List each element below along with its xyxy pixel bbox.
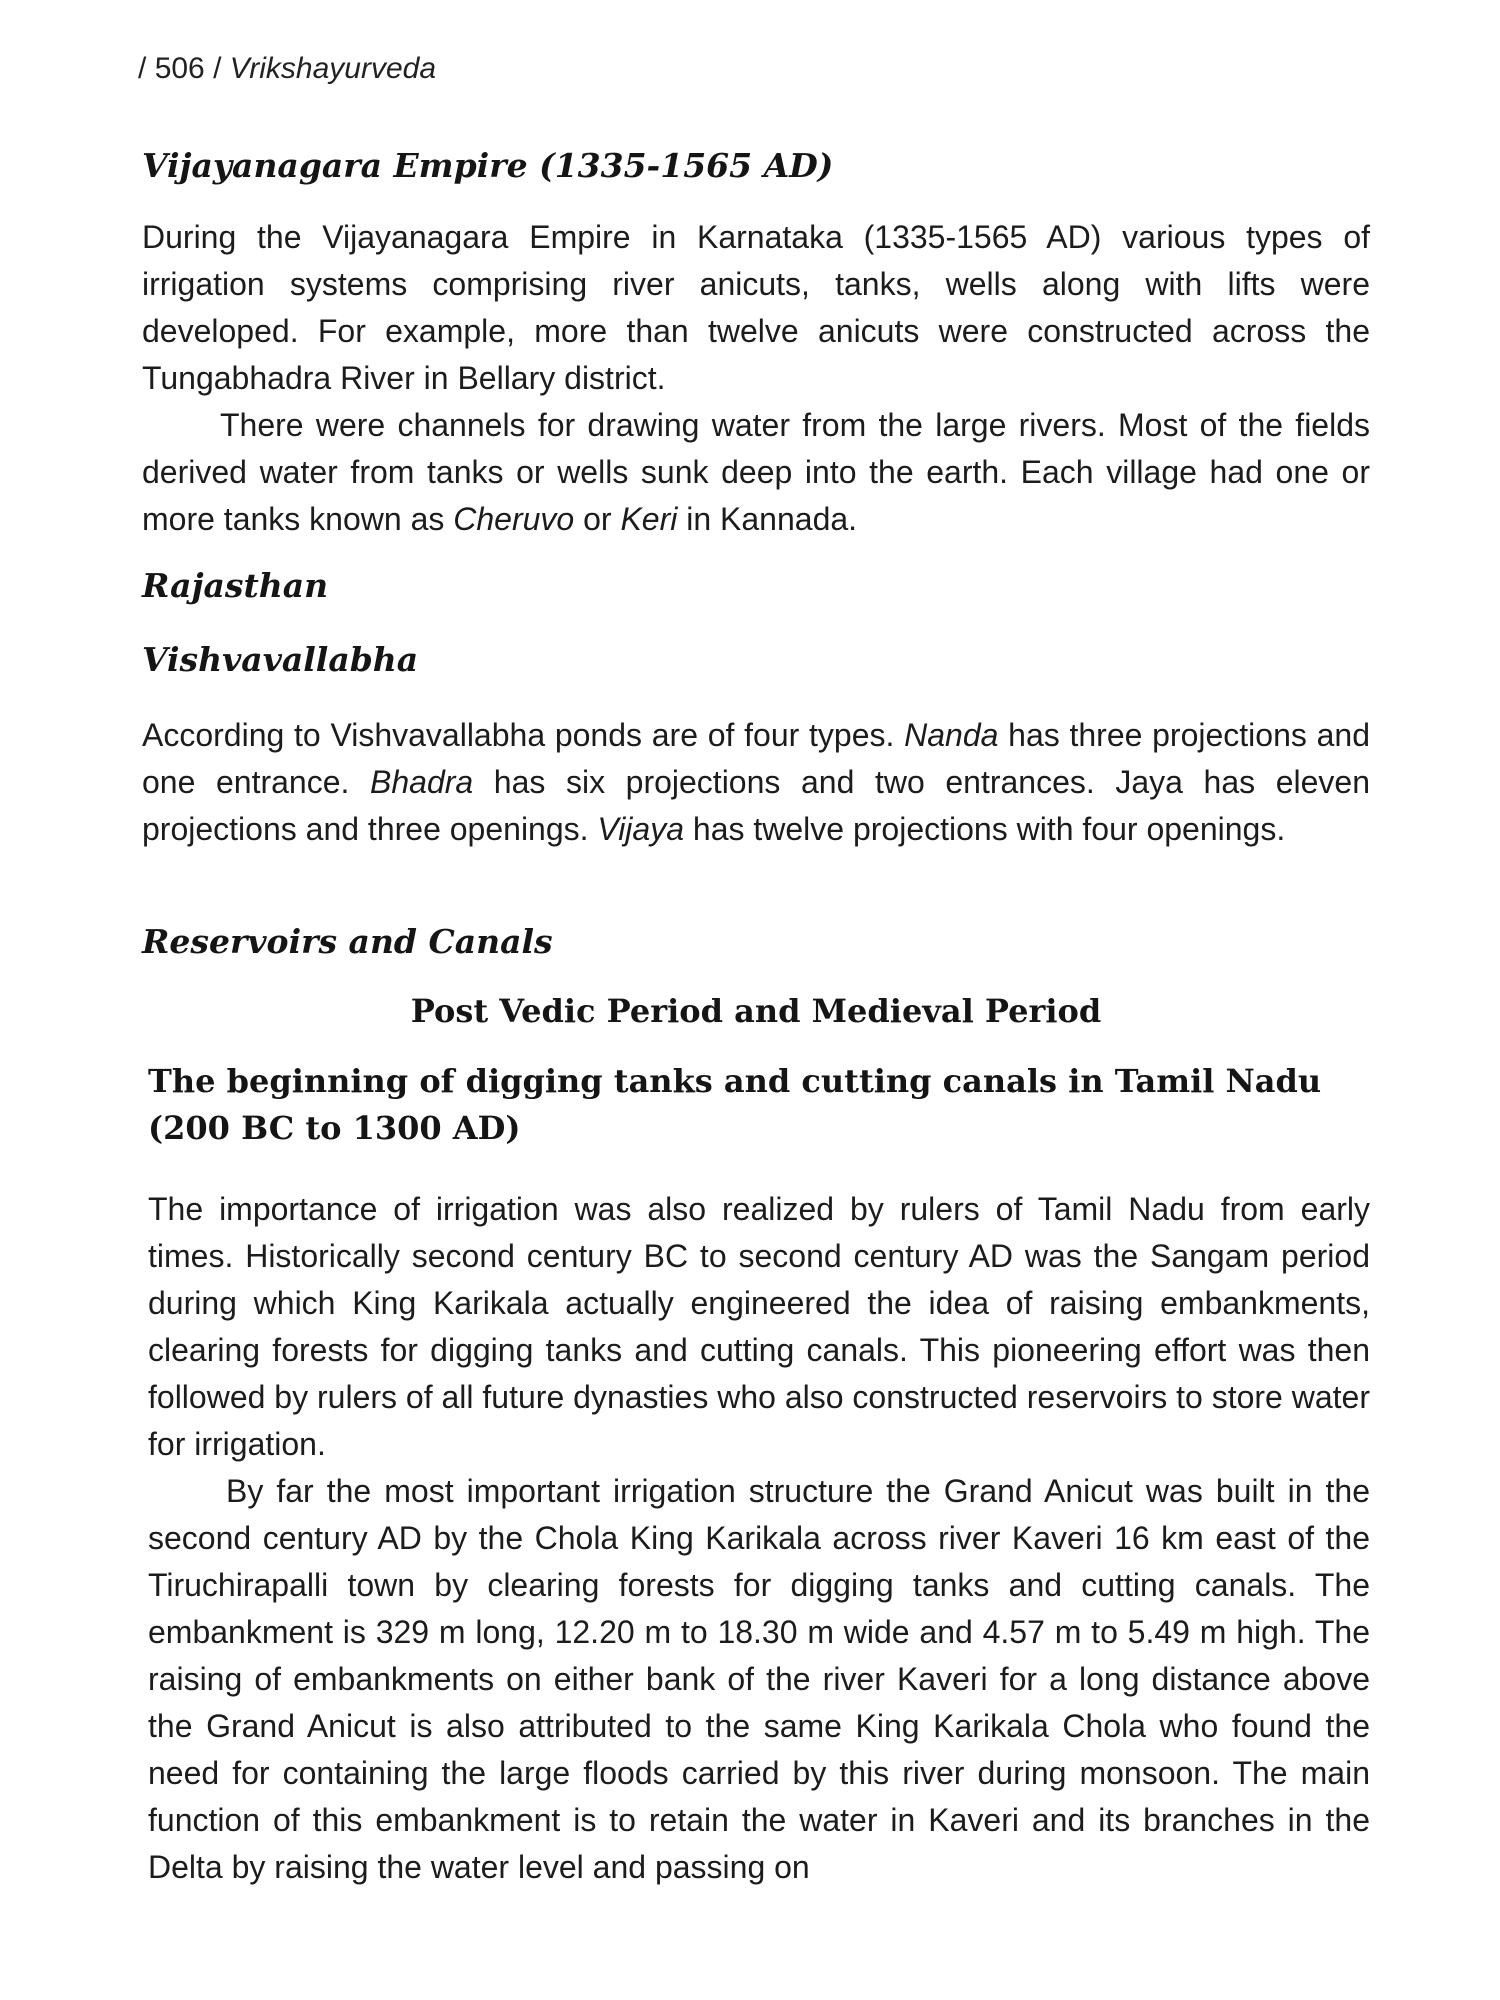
text-run: There were channels for drawing water from the large rivers. Most of the fields derived water from tanks or wells sunk deep into the earth. Each village had one or more tanks known as [142,407,1370,537]
term-bhadra: Bhadra [370,764,474,800]
term-nanda: Nanda [904,717,999,753]
running-head-separator: / [213,52,222,85]
page-number: 506 [154,52,205,85]
text-run: in Kannada. [677,501,858,537]
term-keri: Keri [620,501,678,537]
text-run: By far the most important irrigation structure the Grand Anicut was built in the second century AD by the Chola King Karikala across river Kaveri 16 km east of the Tiruchirapalli town by clearing forests for digging tanks and cutting canals. The embankment is 329 m long, 12.20 m to 18.30 m wide and 4.57 m to 5.49 m high. The raising of embankments on either bank of the river Kaveri for a long distance above the Grand Anicut is also attributed to the same King Karikala Chola who found the need for containing the large floods carried by this river during monsoon. The main function of this embankment is to retain the water in Kaveri and its branches in the Delta by raising the water level and passing on [148,1473,1370,1885]
paragraph-vijayanagara-irrigation: During the Vijayanagara Empire in Karnataka (1335-1565 AD) various types of irrigation systems comprising river anicuts, tanks, wells along with lifts were developed. For example, more than twelve anicuts were constructed across the Tungabhadra River in Bellary district. [142,219,1370,396]
paragraph-vishvavallabha-ponds [142,712,1370,853]
text-run: According to Vishvavallabha ponds are of four types. [142,717,905,753]
heading-vishvavallabha: Vishvavallabha [142,640,419,679]
paragraph-tamil-nadu-irrigation: The importance of irrigation was also realized by rulers of Tamil Nadu from early times. Historically second century BC to second century AD was the Sangam period during which King Karikala actually engineered the idea of raising embankments, clearing forests for digging tanks and cutting canals. This pioneering effort was then followed by rulers of all future dynasties who also constructed reservoirs to store water for irrigation. [148,1191,1370,1462]
paragraph-vijayanagara-tanks [142,402,1370,543]
book-title: Vrikshayurveda [229,52,437,85]
heading-reservoirs-and-canals: Reservoirs and Canals [142,922,553,961]
heading-tamil-nadu-tanks-canals: The beginning of digging tanks and cutting canals in Tamil Nadu (200 BC to 1300 AD) [148,1062,1322,1147]
running-head-separator: / [138,52,147,85]
text-run: has three projections and one entrance. [142,717,1371,800]
paragraph-grand-anicut [148,1468,1370,1891]
heading-vijayanagara-empire: Vijayanagara Empire (1335-1565 AD) [142,146,834,185]
text-run: or [574,501,621,537]
running-head [138,52,436,86]
text-run: has six projections and two entrances. Jaya has eleven projections and three openings. [142,764,1371,847]
term-vijaya: Vijaya [597,811,684,847]
heading-post-vedic-period: Post Vedic Period and Medieval Period [410,992,1102,1030]
term-cheruvo: Cheruvo [453,501,575,537]
text-run: has twelve projections with four openings. [684,811,1286,847]
heading-rajasthan: Rajasthan [142,566,329,605]
